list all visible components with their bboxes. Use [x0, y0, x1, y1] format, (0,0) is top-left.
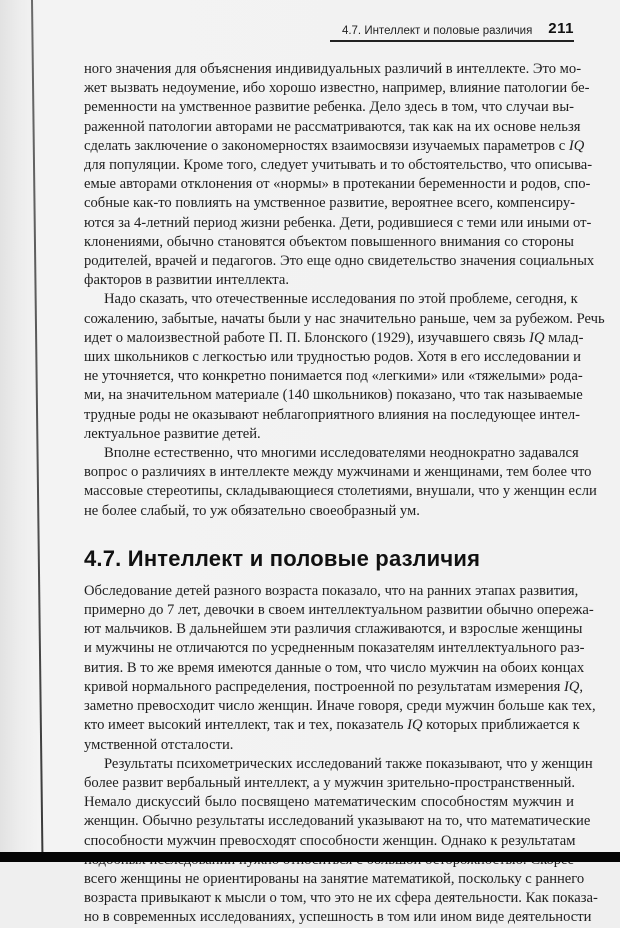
text-line: всего женщины не ориентированы на занятие математикой, поскольку с раннего [84, 870, 585, 887]
binding-gutter-line [31, 0, 43, 852]
text-line: трудные роды не оказывают неблагоприятного влияния на последующее интел- [84, 406, 581, 423]
text-line: собные как-то повлиять на умственное развитие, вероятнее всего, компенсиру- [84, 195, 575, 212]
text-line: заметно превосходит число женщин. Иначе говоря, среди мужчин больше как тех, [84, 698, 596, 715]
text-line: Обследование детей разного возраста показало, что на ранних этапах развития, [84, 582, 579, 599]
text-line: кто имеет высокий интеллект, так и тех, показатель IQ которых приближается к [84, 717, 580, 734]
paragraph [84, 755, 598, 928]
text-line: более развит вербальный интеллект, а у мужчин зрительно-пространственный. [84, 774, 576, 791]
section-heading: 4.7. Интеллект и половые различия [84, 545, 481, 571]
text-line: факторов в развитии интеллекта. [84, 272, 289, 289]
text-line: ются за 4-летний период жизни ребенка. Дети, родившиеся с теми или иными от- [84, 214, 592, 231]
text-line: ременности на умственное развитие ребенка. Дело здесь в том, что случаи вы- [84, 99, 574, 116]
scan-bottom-edge [0, 852, 620, 862]
text-line: Результаты психометрических исследований также показывают, что у женщин [104, 755, 593, 772]
text-line: ших школьников с легкостью или трудностью родов. Хотя в его исследовании и [84, 349, 581, 366]
text-line: ют мальчиков. В дальнейшем эти различия сглаживаются, и взрослые женщины [84, 621, 583, 638]
text-line: жет вызвать недоумение, ибо хорошо известно, например, влияние патологии бе- [84, 80, 590, 97]
iq-term: IQ [407, 717, 423, 734]
running-header [330, 22, 574, 42]
text-line: Надо сказать, что отечественные исследования по этой проблеме, сегодня, к [104, 291, 578, 308]
text-line: Вполне естественно, что многими исследователями неоднократно задавался [104, 445, 579, 462]
iq-term: IQ [568, 137, 585, 154]
text-line: идет о малоизвестной работе П. П. Блонского (1929), изучавшего связь IQ млад- [84, 329, 584, 346]
text-line: лектуальное развитие детей. [84, 425, 261, 442]
paragraph [84, 582, 596, 755]
text-line: вопрос о различиях в интеллекте между мужчинами и женщинами, тем более что [84, 464, 592, 481]
text-line: клонениями, обычно становятся объектом повышенного внимания со стороны [84, 233, 574, 250]
text-line: умственной отсталости. [84, 736, 234, 753]
text-line: примерно до 7 лет, девочки в своем интеллектуальном развитии обычно опережа- [84, 602, 594, 619]
paragraph [84, 60, 595, 290]
text-line: не более слабый, то уж обязательно своеобразный ум. [84, 502, 420, 519]
text-line: Немало дискуссий было посвящено математическим способностям мужчин и [84, 794, 574, 811]
text-line: не уточняется, что конкретно понимается под «легкими» или «тяжелыми» рода- [84, 368, 583, 385]
iq-term: IQ [563, 678, 580, 695]
text-line: сделать заключение о закономерностях взаимосвязи изучаемых параметров с IQ [84, 137, 585, 154]
text-line: способности мужчин превосходят способности женщин. Однако к результатам [84, 832, 576, 849]
text-line: емые авторами отклонения от «нормы» в протекании беременности и родов, спо- [84, 176, 591, 193]
text-line: но в современных исследованиях, успешность в том или ином виде деятельности [84, 909, 592, 926]
text-line: родителей, врачей и педагогов. Это еще одно свидетельство значения социальных [84, 253, 595, 270]
paragraph [84, 444, 597, 521]
text-line: ного значения для объяснения индивидуальных различий в интеллекте. Это мо- [84, 61, 582, 77]
page-body [84, 60, 605, 928]
running-header-title: 4.7. Интеллект и половые различия [341, 25, 533, 37]
text-line: и мужчины не отличаются по усредненным показателям интеллектуального раз- [84, 640, 585, 657]
page-number: 211 [548, 20, 574, 37]
text-line: кривой нормального распределения, построенной по результатам измерения IQ, [84, 678, 584, 695]
text-line: женщин. Обычно результаты исследований указывают на то, что математические [84, 813, 591, 830]
text-line: возраста привыкают к мысли о том, что это не их сфера деятельности. Как показа- [84, 890, 598, 907]
text-line: сожалению, забытые, начаты были у нас значительно раньше, чем за рубежом. Речь [84, 310, 605, 327]
iq-term: IQ [529, 329, 545, 346]
text-line: раженной патологии авторами не рассматриваются, так как на их основе нельзя [84, 118, 581, 135]
text-line: ми, на значительном материале (140 школьников) показано, что так называемые [84, 387, 583, 404]
text-line: для популяции. Кроме того, следует учитывать и то обстоятельство, что описыва- [84, 157, 593, 174]
text-line: вития. В то же время имеются данные о том, что число мужчин на обоих концах [84, 659, 585, 676]
text-line: массовые стереотипы, складывающиеся столетиями, внушали, что у женщин если [84, 483, 597, 500]
paragraph [84, 290, 605, 444]
